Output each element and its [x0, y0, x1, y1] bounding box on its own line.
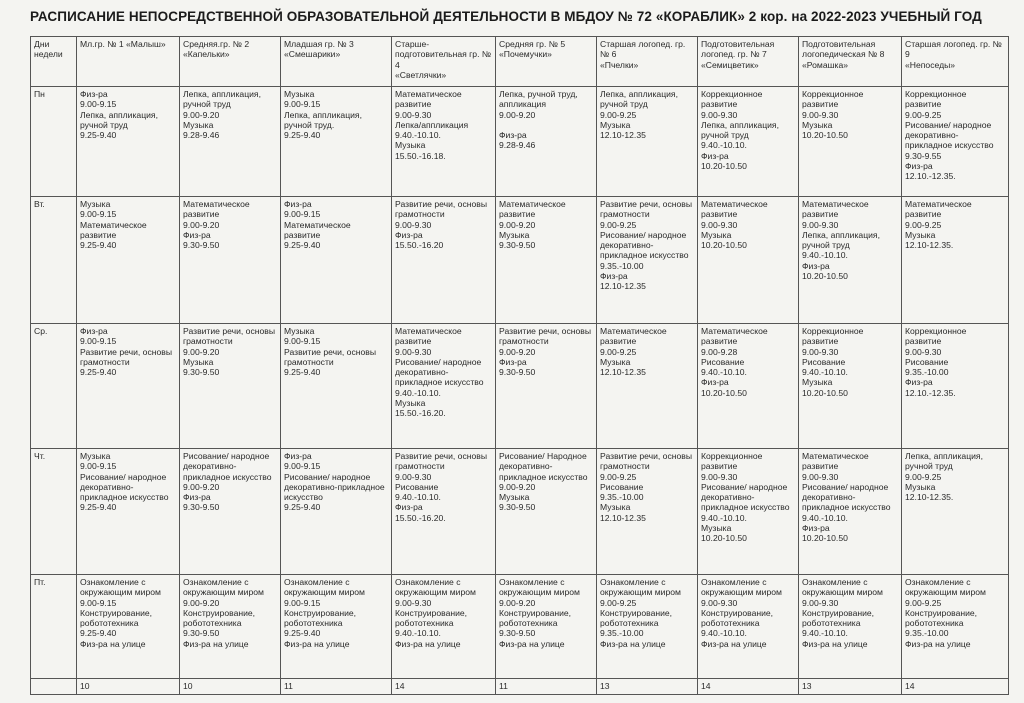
schedule-cell: Музыка 9.00-9.15 Развитие речи, основы грамотности 9.25-9.40 [281, 324, 392, 449]
total-count: 14 [698, 679, 799, 695]
header-row [31, 37, 1009, 87]
schedule-cell: Рисование/ Народное декоративно-прикладное искусство 9.00-9.20 Музыка 9.30-9.50 [496, 449, 597, 575]
row-friday [31, 575, 1009, 679]
schedule-cell: Математическое развитие 9.00-9.30 Лепка/аппликация 9.40.-10.10. Музыка 15.50.-16.18. [392, 87, 496, 197]
schedule-cell: Лепка, аппликация, ручной труд 9.00-9.25 Музыка 12.10-12.35 [597, 87, 698, 197]
schedule-cell: Развитие речи, основы грамотности 9.00-9.25 Рисование/ народное декоративно-прикладное искусство 9.35.-10.00 Физ-ра 12.10-12.35 [597, 197, 698, 324]
total-count: 10 [77, 679, 180, 695]
total-count: 14 [902, 679, 1009, 695]
schedule-cell: Коррекционное развитие 9.00-9.30 Музыка 10.20-10.50 [799, 87, 902, 197]
day-label: Пт. [31, 575, 77, 679]
day-label: Вт. [31, 197, 77, 324]
schedule-cell: Математическое развитие 9.00-9.25 Музыка 12.10-12.35. [902, 197, 1009, 324]
schedule-cell: Математическое развитие 9.00-9.30 Лепка, аппликация, ручной труд 9.40.-10.10. Физ-ра 10.20-10.50 [799, 197, 902, 324]
total-count: 11 [496, 679, 597, 695]
schedule-cell: Музыка 9.00-9.15 Лепка, аппликация, ручной труд. 9.25-9.40 [281, 87, 392, 197]
schedule-cell: Математическое развитие 9.00-9.20 Физ-ра 9.30-9.50 [180, 197, 281, 324]
total-count: 13 [597, 679, 698, 695]
header-group-6: Старшая логопед. гр. № 6 «Пчелки» [597, 37, 698, 87]
schedule-table [30, 36, 1009, 695]
schedule-cell: Развитие речи, основы грамотности 9.00-9.25 Рисование 9.35.-10.00 Музыка 12.10-12.35 [597, 449, 698, 575]
schedule-cell: Ознакомление с окружающим миром 9.00-9.20 Конструирование, робототехника 9.30-9.50 Физ-ра на улице [496, 575, 597, 679]
total-count: 11 [281, 679, 392, 695]
schedule-cell: Ознакомление с окружающим миром 9.00-9.30 Конструирование, робототехника 9.40.-10.10. Физ-ра на улице [392, 575, 496, 679]
schedule-cell: Развитие речи, основы грамотности 9.00-9.20 Музыка 9.30-9.50 [180, 324, 281, 449]
schedule-cell: Рисование/ народное декоративно-прикладное искусство 9.00-9.20 Физ-ра 9.30-9.50 [180, 449, 281, 575]
schedule-cell: Лепка, аппликация, ручной труд 9.00-9.20 Музыка 9.28-9.46 [180, 87, 281, 197]
schedule-cell: Лепка, ручной труд, аппликация 9.00-9.20 Физ-ра 9.28-9.46 [496, 87, 597, 197]
header-group-7: Подготовительная логопед. гр. № 7 «Семицветик» [698, 37, 799, 87]
day-label: Ср. [31, 324, 77, 449]
header-group-2: Средняя.гр. № 2 «Капельки» [180, 37, 281, 87]
schedule-cell: Ознакомление с окружающим миром 9.00-9.15 Конструирование, робототехника 9.25-9.40 Физ-ра на улице [77, 575, 180, 679]
schedule-cell: Математическое развитие 9.00-9.28 Рисование 9.40.-10.10. Физ-ра 10.20-10.50 [698, 324, 799, 449]
schedule-cell: Физ-ра 9.00-9.15 Лепка, аппликация, ручной труд 9.25-9.40 [77, 87, 180, 197]
header-group-8: Подготовительная логопедическая № 8 «Ромашка» [799, 37, 902, 87]
row-tuesday [31, 197, 1009, 324]
schedule-cell: Музыка 9.00-9.15 Рисование/ народное декоративно-прикладное искусство 9.25-9.40 [77, 449, 180, 575]
schedule-cell: Ознакомление с окружающим миром 9.00-9.15 Конструирование, робототехника 9.25-9.40 Физ-ра на улице [281, 575, 392, 679]
schedule-cell: Коррекционное развитие 9.00-9.30 Лепка, аппликация, ручной труд 9.40.-10.10. Физ-ра 10.20-10.50 [698, 87, 799, 197]
schedule-cell: Математическое развитие 9.00-9.20 Музыка 9.30-9.50 [496, 197, 597, 324]
schedule-cell: Развитие речи, основы грамотности 9.00-9.30 Рисование 9.40.-10.10. Физ-ра 15.50.-16.20. [392, 449, 496, 575]
totals-empty-cell [31, 679, 77, 695]
schedule-cell: Ознакомление с окружающим миром 9.00-9.25 Конструирование, робототехника 9.35.-10.00 Физ-ра на улице [597, 575, 698, 679]
schedule-cell: Лепка, аппликация, ручной труд 9.00-9.25 Музыка 12.10-12.35. [902, 449, 1009, 575]
row-wednesday [31, 324, 1009, 449]
total-count: 14 [392, 679, 496, 695]
schedule-cell: Ознакомление с окружающим миром 9.00-9.30 Конструирование, робототехника 9.40.-10.10. Физ-ра на улице [799, 575, 902, 679]
total-count: 13 [799, 679, 902, 695]
header-group-3: Младшая гр. № 3 «Смешарики» [281, 37, 392, 87]
schedule-cell: Физ-ра 9.00-9.15 Развитие речи, основы грамотности 9.25-9.40 [77, 324, 180, 449]
schedule-cell: Математическое развитие 9.00-9.30 Рисование/ народное декоративно-прикладное искусство 9.40.-10.10. Музыка 15.50.-16.20. [392, 324, 496, 449]
day-label: Пн [31, 87, 77, 197]
schedule-cell: Физ-ра 9.00-9.15 Рисование/ народное декоративно-прикладное искусство 9.25-9.40 [281, 449, 392, 575]
schedule-cell: Коррекционное развитие 9.00-9.30 Рисование 9.40.-10.10. Музыка 10.20-10.50 [799, 324, 902, 449]
total-count: 10 [180, 679, 281, 695]
schedule-cell: Ознакомление с окружающим миром 9.00-9.20 Конструирование, робототехника 9.30-9.50 Физ-ра на улице [180, 575, 281, 679]
header-group-9: Старшая логопед. гр. № 9 «Непоседы» [902, 37, 1009, 87]
totals-row [31, 679, 1009, 695]
schedule-cell: Ознакомление с окружающим миром 9.00-9.30 Конструирование, робототехника 9.40.-10.10. Физ-ра на улице [698, 575, 799, 679]
schedule-cell: Математическое развитие 9.00-9.30 Музыка 10.20-10.50 [698, 197, 799, 324]
schedule-cell: Коррекционное развитие 9.00-9.30 Рисование 9.35.-10.00 Физ-ра 12.10.-12.35. [902, 324, 1009, 449]
schedule-cell: Развитие речи, основы грамотности 9.00-9.30 Физ-ра 15.50.-16.20 [392, 197, 496, 324]
schedule-cell: Физ-ра 9.00-9.15 Математическое развитие 9.25-9.40 [281, 197, 392, 324]
header-group-4: Старше-подготовительная гр. № 4 «Светлячки» [392, 37, 496, 87]
schedule-cell: Коррекционное развитие 9.00-9.30 Рисование/ народное декоративно-прикладное искусство 9.40.-10.10. Музыка 10.20-10.50 [698, 449, 799, 575]
row-monday [31, 87, 1009, 197]
header-group-1: Мл.гр. № 1 «Малыш» [77, 37, 180, 87]
day-label: Чт. [31, 449, 77, 575]
header-days: Дни недели [31, 37, 77, 87]
schedule-cell: Математическое развитие 9.00-9.25 Музыка 12.10-12.35 [597, 324, 698, 449]
schedule-cell: Математическое развитие 9.00-9.30 Рисование/ народное декоративно-прикладное искусство 9.40.-10.10. Физ-ра 10.20-10.50 [799, 449, 902, 575]
row-thursday [31, 449, 1009, 575]
schedule-cell: Коррекционное развитие 9.00-9.25 Рисование/ народное декоративно-прикладное искусство 9.30-9.55 Физ-ра 12.10.-12.35. [902, 87, 1009, 197]
page-title: РАСПИСАНИЕ НЕПОСРЕДСТВЕННОЙ ОБРАЗОВАТЕЛЬНОЙ ДЕЯТЕЛЬНОСТИ В МБДОУ № 72 «КОРАБЛИК» 2 кор. на 2022-2023 УЧЕБНЫЙ ГОД [30, 9, 982, 24]
header-group-5: Средняя гр. № 5 «Почемучки» [496, 37, 597, 87]
schedule-cell: Ознакомление с окружающим миром 9.00-9.25 Конструирование, робототехника 9.35.-10.00 Физ-ра на улице [902, 575, 1009, 679]
schedule-cell: Развитие речи, основы грамотности 9.00-9.20 Физ-ра 9.30-9.50 [496, 324, 597, 449]
schedule-cell: Музыка 9.00-9.15 Математическое развитие 9.25-9.40 [77, 197, 180, 324]
